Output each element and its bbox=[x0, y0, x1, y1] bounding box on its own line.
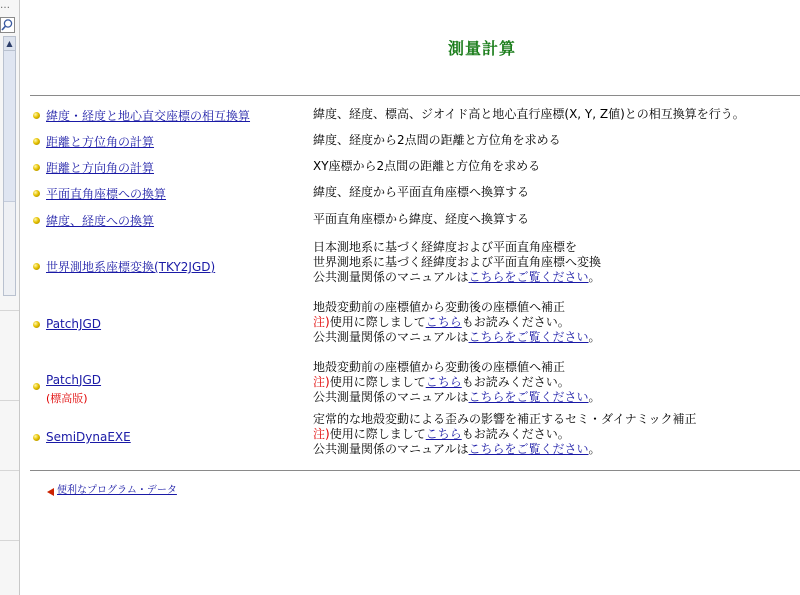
footer-nav bbox=[47, 481, 177, 496]
frame-divider bbox=[0, 470, 19, 471]
manual-suffix: 。 bbox=[588, 270, 601, 284]
manual-suffix: 。 bbox=[588, 390, 601, 404]
manual-prefix: 公共測量関係のマニュアルは bbox=[313, 390, 469, 404]
vertical-scrollbar[interactable] bbox=[3, 36, 16, 296]
manual-link[interactable]: こちらをご覧ください bbox=[468, 270, 589, 284]
note-prefix: 使用に際しまして bbox=[329, 315, 426, 329]
item-desc: 緯度、経度、標高、ジオイド高と地心直行座標(X, Y, Z値)との相互換算を行う。 bbox=[313, 107, 745, 121]
note-prefix: 使用に際しまして bbox=[329, 375, 426, 389]
manual-line bbox=[313, 442, 697, 457]
note-line bbox=[313, 375, 601, 390]
note-prefix: 使用に際しまして bbox=[329, 427, 426, 441]
manual-link[interactable]: こちらをご覧ください bbox=[468, 330, 589, 344]
item-link[interactable]: PatchJGD bbox=[46, 372, 102, 387]
note-line bbox=[313, 315, 601, 330]
note-suffix: もお読みください。 bbox=[461, 315, 570, 329]
bullet-icon bbox=[33, 383, 40, 390]
manual-prefix: 公共測量関係のマニュアルは bbox=[313, 330, 469, 344]
frame-edge-mark: … bbox=[0, 0, 10, 11]
note-mark: 注) bbox=[313, 375, 330, 389]
divider bbox=[30, 470, 800, 471]
manual-line bbox=[313, 270, 601, 285]
item-desc: 地殻変動前の座標値から変動後の座標値へ補正 bbox=[313, 300, 566, 314]
item-desc: 平面直角座標から緯度、経度へ換算する bbox=[313, 212, 530, 226]
note-mark: 注) bbox=[313, 315, 330, 329]
item-link[interactable]: SemiDynaEXE bbox=[46, 430, 131, 444]
item-link[interactable]: 緯度・経度と地心直交座標の相互換算 bbox=[46, 109, 251, 123]
chevron-up-icon[interactable]: ▲ bbox=[4, 37, 15, 51]
frame-divider bbox=[0, 400, 19, 401]
manual-prefix: 公共測量関係のマニュアルは bbox=[313, 442, 469, 456]
scrollbar-thumb[interactable] bbox=[4, 51, 15, 202]
back-arrow-icon bbox=[47, 488, 54, 496]
manual-suffix: 。 bbox=[588, 442, 601, 456]
item-desc: 世界測地系に基づく経緯度および平面直角座標へ変換 bbox=[313, 255, 602, 269]
bullet-icon bbox=[33, 164, 40, 171]
bullet-icon bbox=[33, 434, 40, 441]
bullet-icon bbox=[33, 217, 40, 224]
bullet-icon bbox=[33, 112, 40, 119]
item-desc: 緯度、経度から2点間の距離と方位角を求める bbox=[313, 133, 561, 147]
item-link[interactable]: 緯度、経度への換算 bbox=[46, 214, 155, 228]
note-mark: 注) bbox=[313, 427, 330, 441]
item-desc: 定常的な地殻変動による歪みの影響を補正するセミ・ダイナミック補正 bbox=[313, 412, 697, 426]
bullet-icon bbox=[33, 263, 40, 270]
note-link[interactable]: こちら bbox=[425, 315, 462, 329]
frame-divider bbox=[0, 310, 19, 311]
page-title: 測量計算 bbox=[448, 39, 517, 58]
divider bbox=[30, 95, 800, 96]
bullet-icon bbox=[33, 321, 40, 328]
note-link[interactable]: こちら bbox=[425, 427, 462, 441]
item-link[interactable]: 距離と方位角の計算 bbox=[46, 135, 155, 149]
note-link[interactable]: こちら bbox=[425, 375, 462, 389]
manual-prefix: 公共測量関係のマニュアルは bbox=[313, 270, 469, 284]
manual-line bbox=[313, 330, 601, 345]
manual-line bbox=[313, 390, 601, 405]
item-link[interactable]: 距離と方向角の計算 bbox=[46, 161, 155, 175]
frame-divider bbox=[0, 540, 19, 541]
search-icon[interactable] bbox=[0, 17, 15, 33]
left-frame bbox=[0, 0, 20, 595]
item-desc: 緯度、経度から平面直角座標へ換算する bbox=[313, 185, 530, 199]
manual-link[interactable]: こちらをご覧ください bbox=[468, 442, 589, 456]
item-desc: 日本測地系に基づく経緯度および平面直角座標を bbox=[313, 240, 578, 254]
bullet-icon bbox=[33, 190, 40, 197]
item-sublabel: (標高版) bbox=[46, 392, 88, 405]
note-line bbox=[313, 427, 697, 442]
manual-suffix: 。 bbox=[588, 330, 601, 344]
item-desc: XY座標から2点間の距離と方位角を求める bbox=[313, 159, 541, 173]
manual-link[interactable]: こちらをご覧ください bbox=[468, 390, 589, 404]
useful-programs-link[interactable]: 便利なプログラム・データ bbox=[57, 485, 177, 496]
item-link[interactable]: 世界測地系座標変換(TKY2JGD) bbox=[46, 260, 216, 274]
note-suffix: もお読みください。 bbox=[461, 427, 570, 441]
bullet-icon bbox=[33, 138, 40, 145]
item-desc: 地殻変動前の座標値から変動後の座標値へ補正 bbox=[313, 360, 566, 374]
item-link[interactable]: 平面直角座標への換算 bbox=[46, 187, 167, 201]
note-suffix: もお読みください。 bbox=[461, 375, 570, 389]
item-link[interactable]: PatchJGD bbox=[46, 317, 102, 331]
